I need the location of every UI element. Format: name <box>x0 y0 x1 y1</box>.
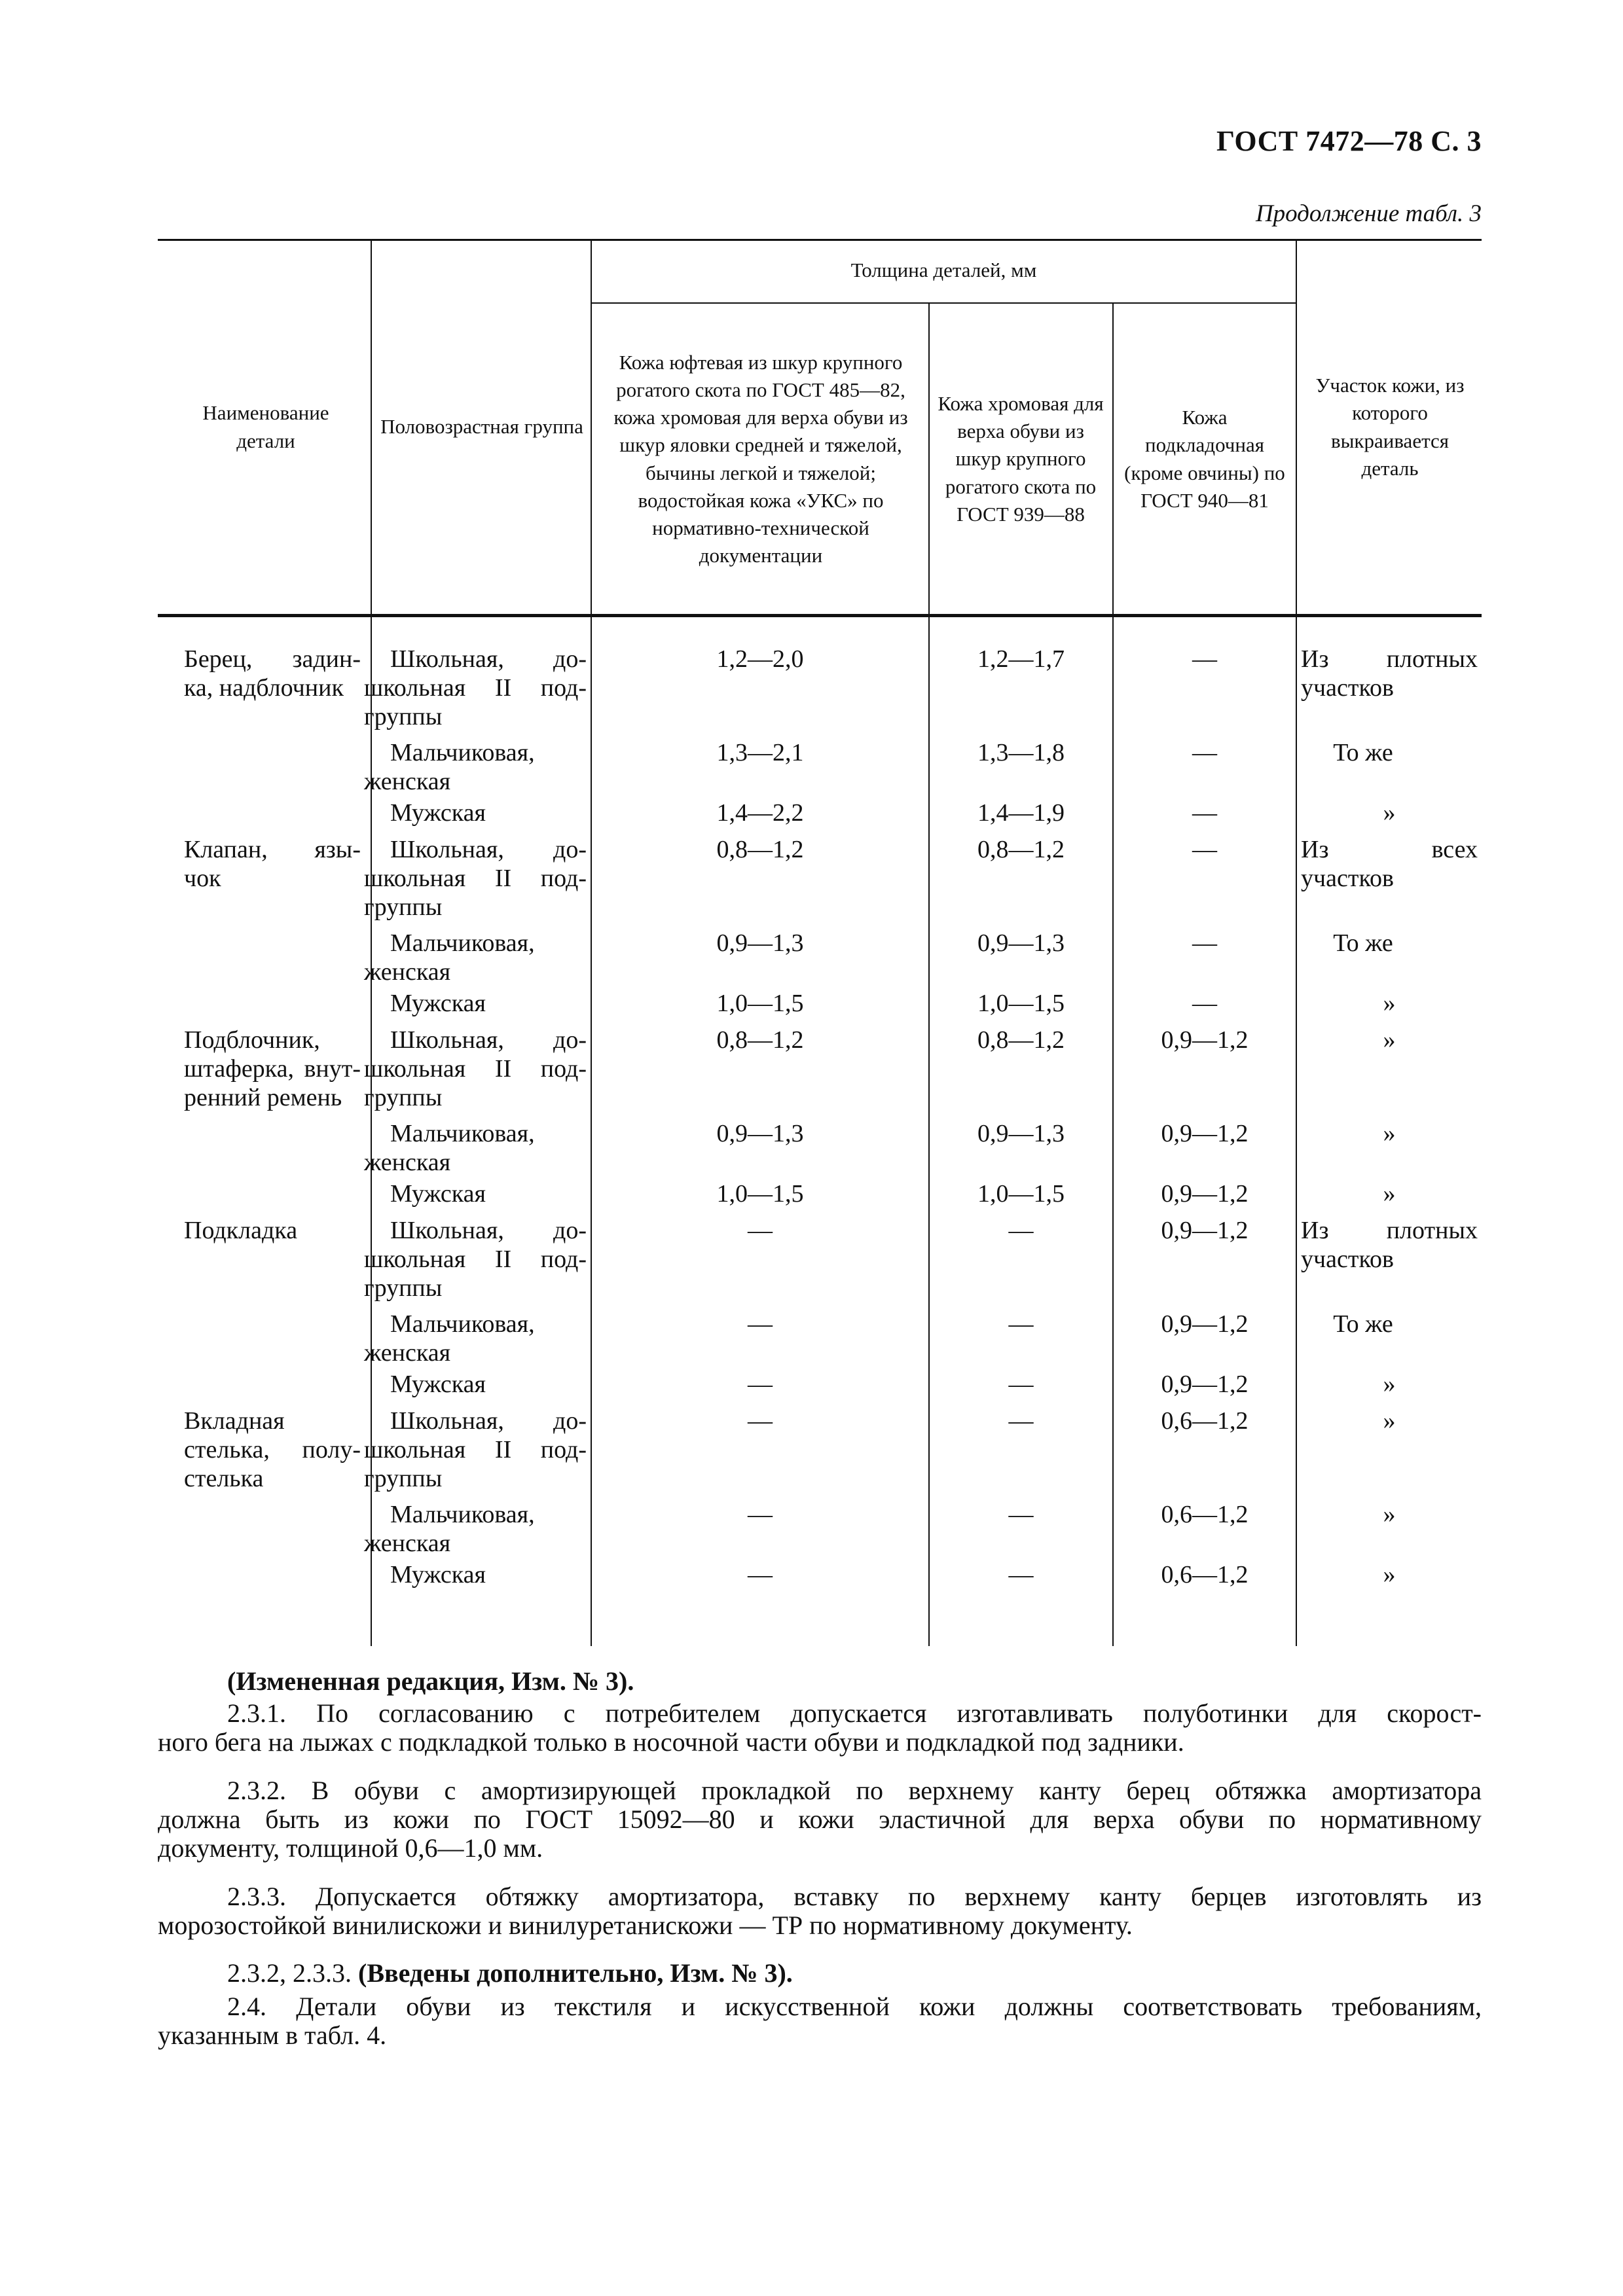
detail-name-cell-line: ка, надблочник <box>184 674 344 702</box>
leather-area-cell <box>1301 738 1478 767</box>
age-group-cell-line: женская <box>364 1149 451 1176</box>
lining-thickness-cell: — <box>1192 739 1217 766</box>
p232-line-3: документу, толщиной 0,6—1,0 мм. <box>158 1833 543 1863</box>
leather-area-cell <box>1301 1310 1478 1338</box>
thickness-subheader-rule <box>591 302 1296 304</box>
age-group-cell <box>377 798 587 827</box>
leather-area-cell <box>1301 1119 1478 1148</box>
chrome-thickness-cell: 0,8—1,2 <box>977 1026 1065 1054</box>
age-group-cell-line: Мальчиковая, <box>390 1310 535 1338</box>
paragraph-2-3-2 <box>158 1776 1482 1863</box>
age-group-cell <box>377 1370 587 1399</box>
detail-name-cell-line: Клапан, язы- <box>184 836 361 863</box>
p24-line-2: указанным в табл. 4. <box>158 2020 387 2050</box>
leather-area-cell-line: То же <box>1333 739 1393 766</box>
age-group-cell-line: Школьная, до- <box>390 1407 587 1435</box>
detail-name-cell-line: чок <box>184 865 221 892</box>
detail-name-cell <box>184 645 361 702</box>
chrome-thickness-cell: 1,4—1,9 <box>977 799 1065 827</box>
leather-area-cell-line: » <box>1383 1501 1396 1528</box>
lining-thickness-cell: 0,9—1,2 <box>1161 1180 1249 1208</box>
amendment-note-text: (Измененная редакция, Изм. № 3). <box>227 1666 634 1696</box>
leather-area-cell <box>1301 989 1478 1018</box>
leather-area-cell <box>1301 929 1478 958</box>
lining-thickness-cell: — <box>1192 990 1217 1017</box>
age-group-cell <box>377 1560 587 1589</box>
lining-thickness-cell: — <box>1192 836 1217 863</box>
detail-name-cell <box>184 1407 361 1493</box>
lining-thickness-cell: 0,9—1,2 <box>1161 1120 1249 1147</box>
leather-area-cell-line: » <box>1383 799 1396 827</box>
age-group-cell <box>364 645 587 731</box>
age-group-cell-line: Мальчиковая, <box>390 929 535 957</box>
age-group-cell-line: женская <box>364 1339 451 1367</box>
p233-line-1: 2.3.3. Допускается обтяжку амортизатора, вставку по верхнему канту берцев изготовлять из <box>227 1882 1482 1911</box>
chrome-thickness-cell: — <box>1008 1561 1034 1588</box>
leather-area-cell <box>1301 1216 1478 1274</box>
detail-name-cell-line: стелька, полу- <box>184 1436 361 1463</box>
detail-name-cell <box>184 1216 361 1245</box>
leather-area-cell <box>1301 1370 1478 1399</box>
detail-name-cell-line: стелька <box>184 1465 264 1492</box>
age-group-cell-line: школьная II под- <box>364 1055 587 1083</box>
leather-area-cell <box>1301 798 1478 827</box>
age-group-cell-line: группы <box>364 1465 443 1492</box>
age-group-cell-line: группы <box>364 703 443 730</box>
chrome-thickness-cell: — <box>1008 1501 1034 1528</box>
age-group-cell-line: Мужская <box>390 990 486 1017</box>
age-group-cell <box>377 1179 587 1208</box>
age-group-cell-line: женская <box>364 958 451 986</box>
age-group-cell-line: школьная II под- <box>364 865 587 892</box>
p232-line-1: 2.3.2. В обуви с амортизирующей прокладкой по верхнему канту берец обтяжка амортизатора <box>227 1776 1482 1805</box>
age-group-cell <box>364 1216 587 1302</box>
age-group-cell-line: Мальчиковая, <box>390 1501 535 1528</box>
leather-area-cell <box>1301 1026 1478 1054</box>
detail-name-cell-line: Подблочник, <box>184 1026 320 1054</box>
header-detail-name: Наименование детали <box>202 401 329 452</box>
yuft-thickness-cell: — <box>748 1407 773 1435</box>
age-group-cell <box>364 738 587 796</box>
header-thickness: Толщина деталей, мм <box>850 259 1037 282</box>
leather-area-cell-line: » <box>1383 1407 1396 1435</box>
age-group-cell-line: Школьная, до- <box>390 1217 587 1244</box>
lining-thickness-cell: 0,9—1,2 <box>1161 1026 1249 1054</box>
p233-line-2: морозостойкой винилискожи и винилуретанискожи — ТР по нормативному документу. <box>158 1910 1133 1940</box>
age-group-cell-line: школьная II под- <box>364 1436 587 1463</box>
yuft-thickness-cell: — <box>748 1561 773 1588</box>
leather-area-cell <box>1301 1560 1478 1589</box>
chrome-thickness-cell: 0,8—1,2 <box>977 836 1065 863</box>
age-group-cell-line: Школьная, до- <box>390 1026 587 1054</box>
leather-area-cell <box>1301 835 1478 893</box>
age-group-cell-line: Мужская <box>390 799 486 827</box>
leather-area-cell-line: То же <box>1333 1310 1393 1338</box>
lining-thickness-cell: 0,9—1,2 <box>1161 1217 1249 1244</box>
age-group-cell <box>377 989 587 1018</box>
yuft-thickness-cell: 1,4—2,2 <box>716 799 804 827</box>
leather-area-cell-line: » <box>1383 1120 1396 1147</box>
detail-name-cell <box>184 835 361 893</box>
col-divider-3 <box>928 302 930 1646</box>
chrome-thickness-cell: 1,3—1,8 <box>977 739 1065 766</box>
p231-line-1: 2.3.1. По согласованию с потребителем допускается изготавливать полуботинки для скорост- <box>227 1698 1482 1728</box>
leather-area-cell-line: Из плотных <box>1301 1217 1478 1244</box>
header-lining-leather: Кожа подкладочная (кроме овчины) по ГОСТ 940—81 <box>1124 406 1285 512</box>
leather-area-cell-line: » <box>1383 1180 1396 1208</box>
age-group-cell <box>364 835 587 922</box>
paragraph-2-4 <box>158 1992 1482 2050</box>
age-group-cell <box>364 1119 587 1177</box>
chrome-thickness-cell: 1,2—1,7 <box>977 645 1065 673</box>
yuft-thickness-cell: 1,0—1,5 <box>716 990 804 1017</box>
lining-thickness-cell: 0,6—1,2 <box>1161 1561 1249 1588</box>
note-bold: (Введены дополнительно, Изм. № 3). <box>358 1958 793 1988</box>
yuft-thickness-cell: — <box>748 1501 773 1528</box>
leather-area-cell-line: » <box>1383 1026 1396 1054</box>
leather-area-cell-line: Из всех <box>1301 836 1478 863</box>
detail-name-cell-line: Подкладка <box>184 1217 298 1244</box>
leather-area-cell-line: участков <box>1301 865 1394 892</box>
amendment-note <box>227 1667 1209 1696</box>
yuft-thickness-cell: 1,3—2,1 <box>716 739 804 766</box>
yuft-thickness-cell: 0,8—1,2 <box>716 836 804 863</box>
age-group-cell <box>364 1500 587 1558</box>
yuft-thickness-cell: 0,8—1,2 <box>716 1026 804 1054</box>
age-group-cell-line: Мужская <box>390 1561 486 1588</box>
leather-area-cell-line: Из плотных <box>1301 645 1478 673</box>
lining-thickness-cell: — <box>1192 645 1217 673</box>
leather-area-cell-line: участков <box>1301 674 1394 702</box>
note-prefix: 2.3.2, 2.3.3. <box>227 1958 358 1988</box>
leather-area-cell <box>1301 1500 1478 1529</box>
leather-area-cell <box>1301 1179 1478 1208</box>
chrome-thickness-cell: — <box>1008 1217 1034 1244</box>
lining-thickness-cell: 0,9—1,2 <box>1161 1310 1249 1338</box>
age-group-cell-line: школьная II под- <box>364 674 587 702</box>
age-group-cell <box>364 1026 587 1112</box>
paragraph-2-3-2-2-3-3-note <box>158 1959 1482 1988</box>
leather-area-cell-line: » <box>1383 990 1396 1017</box>
header-leather-area: Участок кожи, из которого выкраивается деталь <box>1315 374 1465 480</box>
age-group-cell <box>364 929 587 986</box>
paragraph-2-3-3 <box>158 1882 1482 1940</box>
chrome-thickness-cell: 1,0—1,5 <box>977 990 1065 1017</box>
age-group-cell-line: группы <box>364 1274 443 1302</box>
chrome-thickness-cell: 0,9—1,3 <box>977 1120 1065 1147</box>
paragraph-2-3-1 <box>158 1699 1482 1757</box>
detail-name-cell-line: ренний ремень <box>184 1084 342 1111</box>
age-group-cell-line: Мальчиковая, <box>390 1120 535 1147</box>
yuft-thickness-cell: 0,9—1,3 <box>716 1120 804 1147</box>
chrome-thickness-cell: 1,0—1,5 <box>977 1180 1065 1208</box>
detail-name-cell <box>184 1026 361 1112</box>
standard-code: ГОСТ 7472—78 С. 3 <box>1216 125 1482 157</box>
age-group-cell <box>364 1407 587 1493</box>
leather-area-cell <box>1301 1407 1478 1435</box>
header-age-group: Половозрастная группа <box>380 415 583 439</box>
age-group-cell-line: группы <box>364 893 443 921</box>
age-group-cell-line: Школьная, до- <box>390 645 587 673</box>
leather-area-cell-line: » <box>1383 1561 1396 1588</box>
age-group-cell <box>364 1310 587 1367</box>
header-yuft-leather: Кожа юфтевая из шкур крупного рогатого скота по ГОСТ 485—82, кожа хромовая для верха обуви из шкур яловки средней и тяжелой, бычины легкой и тяжелой; водостойкая кожа «УКС» по нормативно-технической документации <box>613 350 908 567</box>
header-chrome-leather: Кожа хромовая для верха обуви из шкур крупного рогатого скота по ГОСТ 939—88 <box>938 392 1104 526</box>
detail-name-cell-line: Берец, задин- <box>184 645 361 673</box>
lining-thickness-cell: 0,6—1,2 <box>1161 1407 1249 1435</box>
lining-thickness-cell: 0,6—1,2 <box>1161 1501 1249 1528</box>
p232-line-2: должна быть из кожи по ГОСТ 15092—80 и кожи эластичной для верха обуви по нормативному <box>158 1804 1482 1834</box>
chrome-thickness-cell: — <box>1008 1371 1034 1398</box>
age-group-cell-line: школьная II под- <box>364 1246 587 1273</box>
leather-area-cell-line: участков <box>1301 1246 1394 1273</box>
lining-thickness-cell: — <box>1192 799 1217 827</box>
p231-line-2: ного бега на лыжах с подкладкой только в носочной части обуви и подкладкой под задники. <box>158 1727 1184 1757</box>
chrome-thickness-cell: — <box>1008 1310 1034 1338</box>
chrome-thickness-cell: — <box>1008 1407 1034 1435</box>
age-group-cell-line: Школьная, до- <box>390 836 587 863</box>
col-divider-4 <box>1112 302 1114 1646</box>
thickness-table <box>158 239 1482 1646</box>
lining-thickness-cell: 0,9—1,2 <box>1161 1371 1249 1398</box>
age-group-cell-line: женская <box>364 1530 451 1557</box>
chrome-thickness-cell: 0,9—1,3 <box>977 929 1065 957</box>
yuft-thickness-cell: 1,2—2,0 <box>716 645 804 673</box>
leather-area-cell-line: То же <box>1333 929 1393 957</box>
age-group-cell-line: Мужская <box>390 1371 486 1398</box>
p24-line-1: 2.4. Детали обуви из текстиля и искусственной кожи должны соответствовать требованиям, <box>227 1992 1482 2021</box>
detail-name-cell-line: штаферка, внут- <box>184 1055 361 1083</box>
leather-area-cell-line: » <box>1383 1371 1396 1398</box>
yuft-thickness-cell: — <box>748 1217 773 1244</box>
yuft-thickness-cell: — <box>748 1371 773 1398</box>
yuft-thickness-cell: 1,0—1,5 <box>716 1180 804 1208</box>
age-group-cell-line: Мальчиковая, <box>390 739 535 766</box>
detail-name-cell-line: Вкладная <box>184 1407 285 1435</box>
age-group-cell-line: Мужская <box>390 1180 486 1208</box>
age-group-cell-line: группы <box>364 1084 443 1111</box>
leather-area-cell <box>1301 645 1478 702</box>
yuft-thickness-cell: — <box>748 1310 773 1338</box>
age-group-cell-line: женская <box>364 768 451 795</box>
table-continuation-label: Продолжение табл. 3 <box>1255 200 1482 227</box>
yuft-thickness-cell: 0,9—1,3 <box>716 929 804 957</box>
lining-thickness-cell: — <box>1192 929 1217 957</box>
